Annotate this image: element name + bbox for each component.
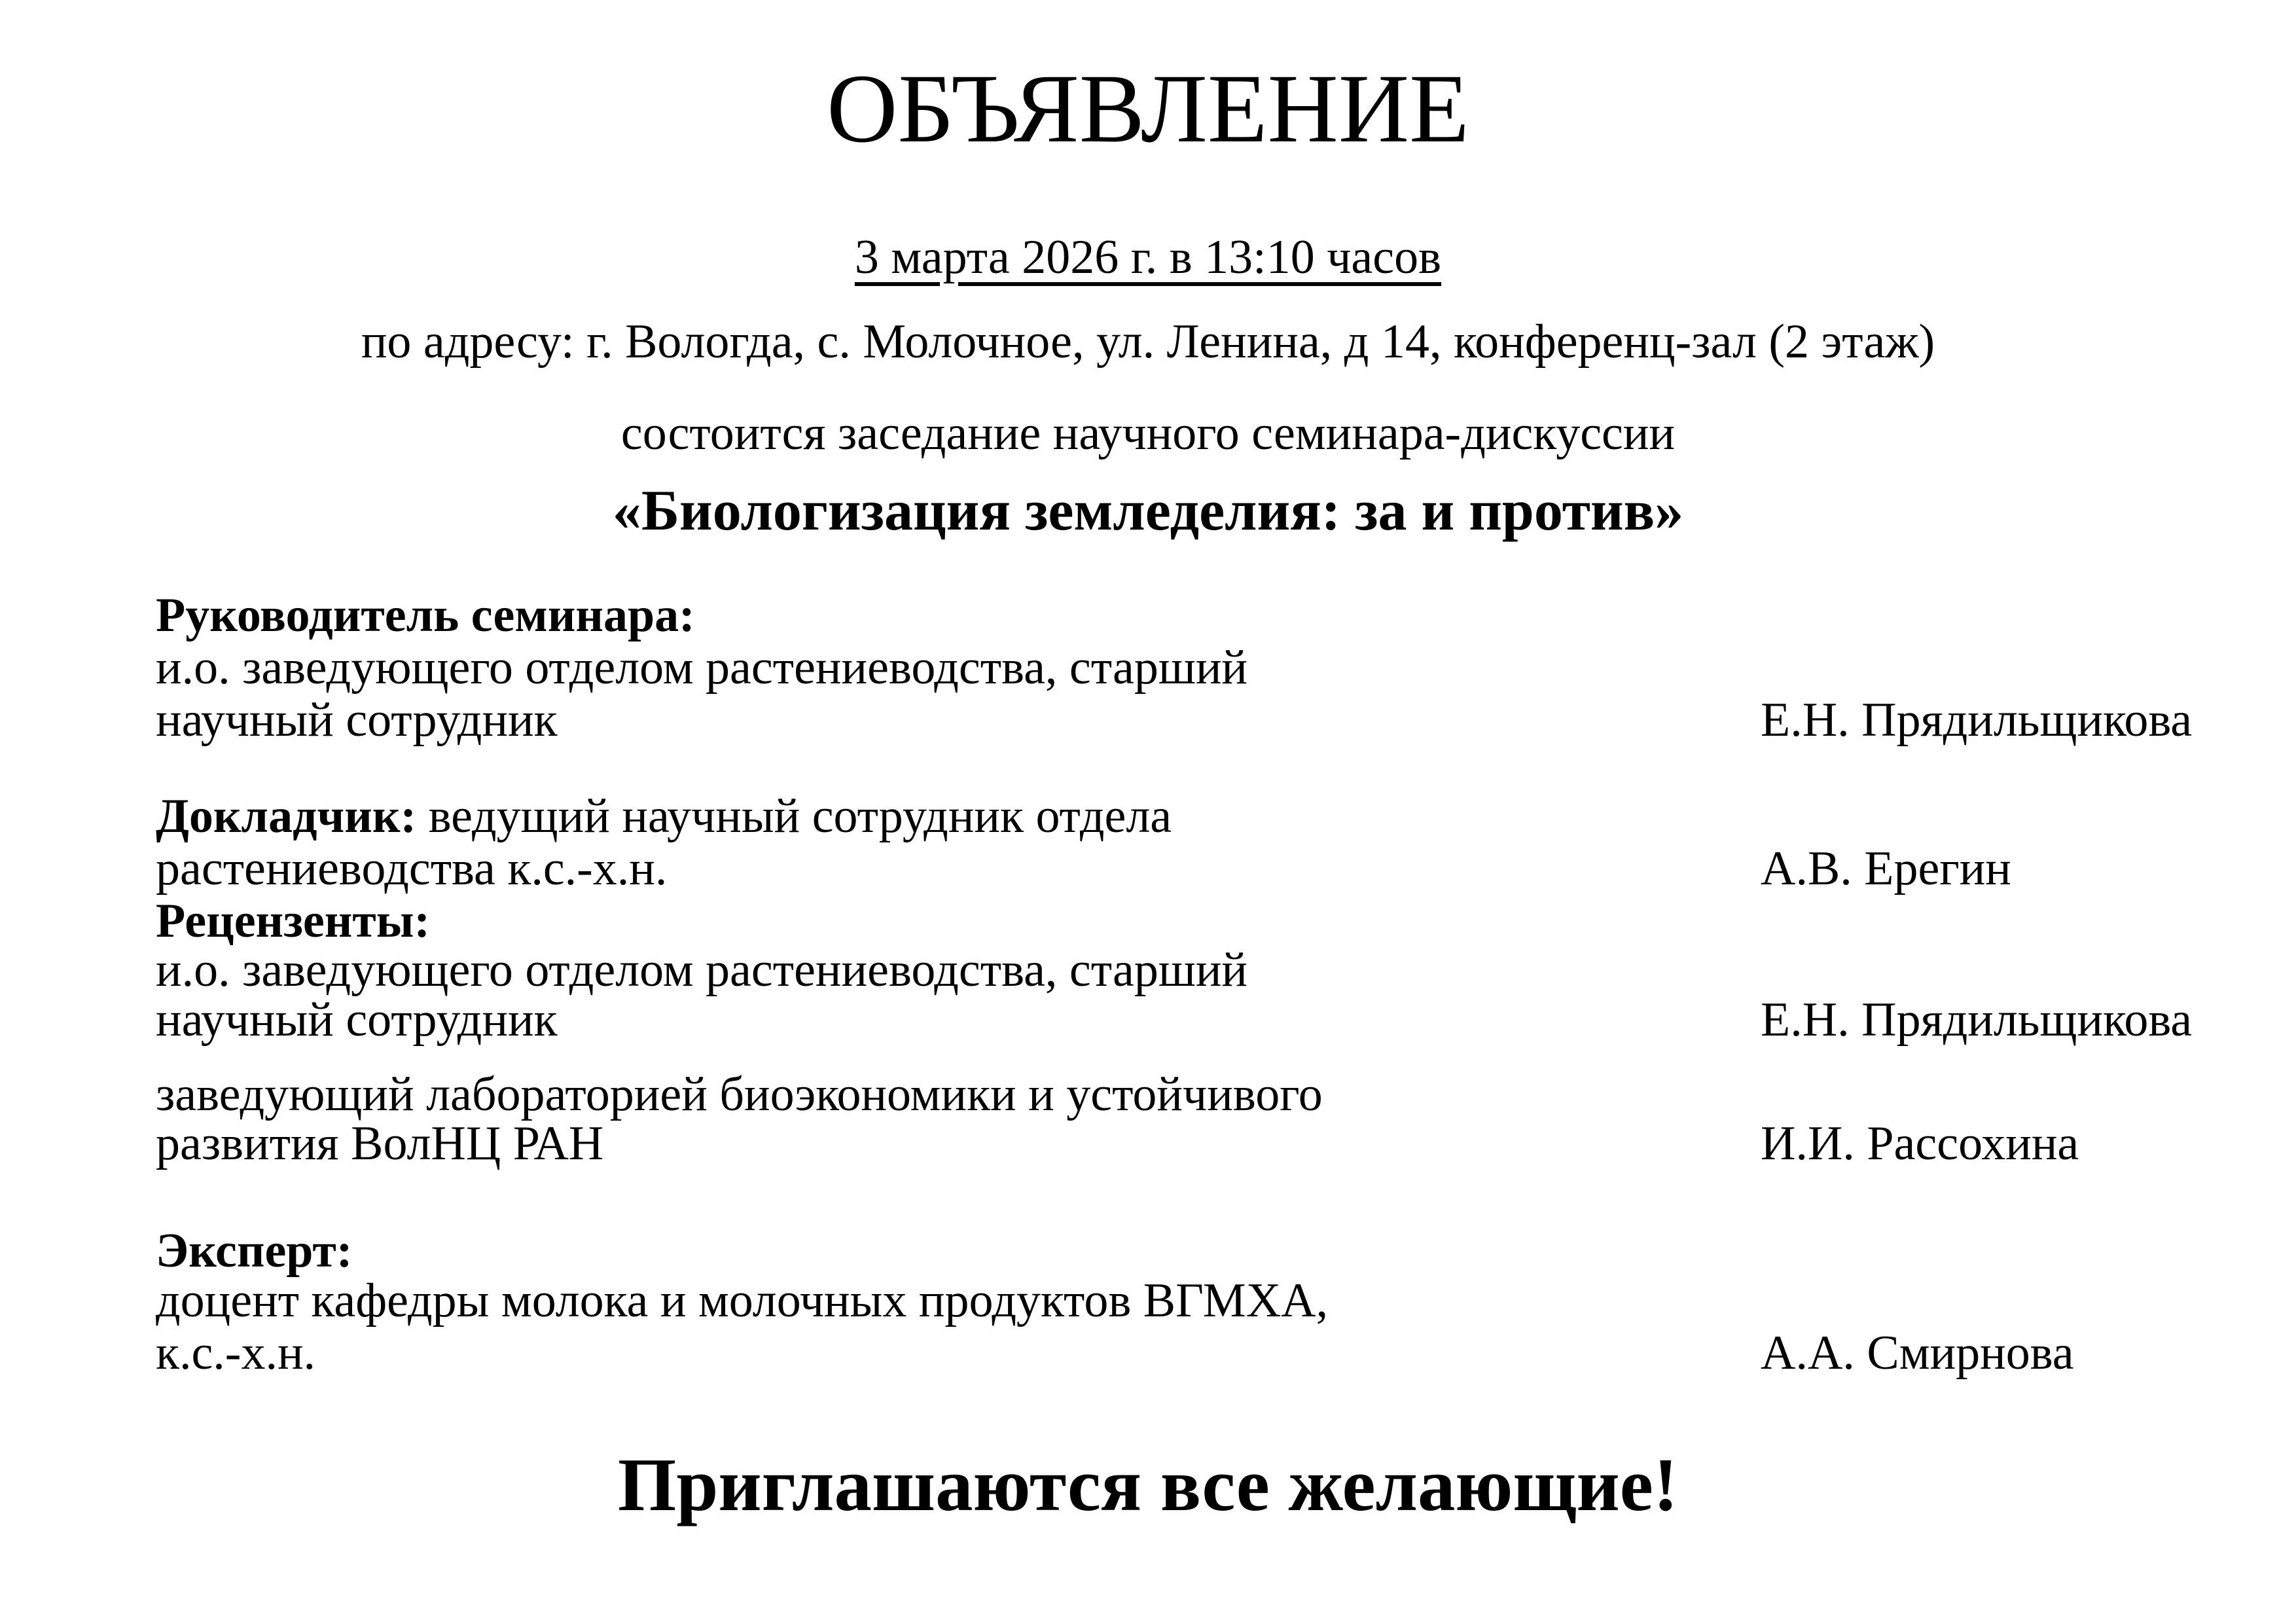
speaker-line xyxy=(156,790,1172,842)
speaker-position-line2: растениеводства к.с.-х.н. xyxy=(156,842,668,895)
reviewer1-position-line1: и.о. заведующего отделом растениеводства, старший xyxy=(156,943,1248,997)
expert-name: А.А. Смирнова xyxy=(1761,1326,2074,1380)
closing-invitation: Приглашаются все желающие! xyxy=(617,1443,1679,1526)
reviewer2-position-line1: заведующий лабораторией биоэкономики и устойчивого xyxy=(156,1068,1323,1121)
speaker-position-line1: ведущий научный сотрудник отдела xyxy=(428,789,1172,843)
event-description: состоится заседание научного семинара-дискуссии xyxy=(620,406,1676,460)
seminar-title: «Биологизация земледелия: за и против» xyxy=(612,479,1684,543)
leader-position-line1: и.о. заведующего отделом растениеводства, старший xyxy=(156,641,1248,695)
speaker-name: А.В. Ерегин xyxy=(1761,842,2011,895)
reviewers-heading: Рецензенты: xyxy=(156,894,431,948)
leader-heading: Руководитель семинара: xyxy=(156,588,695,642)
expert-position-line2: к.с.-х.н. xyxy=(156,1326,316,1380)
expert-heading: Эксперт: xyxy=(156,1224,353,1278)
event-datetime: 3 марта 2026 г. в 13:10 часов xyxy=(854,230,1442,284)
expert-position-line1: доцент кафедры молока и молочных продуктов ВГМХА, xyxy=(156,1274,1329,1327)
reviewer2-name: И.И. Рассохина xyxy=(1761,1117,2079,1170)
leader-position-line2: научный сотрудник xyxy=(156,693,558,747)
leader-name: Е.Н. Прядильщикова xyxy=(1761,693,2193,747)
reviewer1-name: Е.Н. Прядильщикова xyxy=(1761,993,2193,1047)
page-title: ОБЪЯВЛЕНИЕ xyxy=(827,54,1469,163)
event-address: по адресу: г. Вологда, с. Молочное, ул. Ленина, д 14, конференц-зал (2 этаж) xyxy=(361,315,1935,369)
reviewer1-position-line2: научный сотрудник xyxy=(156,993,558,1047)
reviewer2-position-line2: развития ВолНЦ РАН xyxy=(156,1117,604,1170)
speaker-heading: Докладчик: xyxy=(156,789,417,843)
